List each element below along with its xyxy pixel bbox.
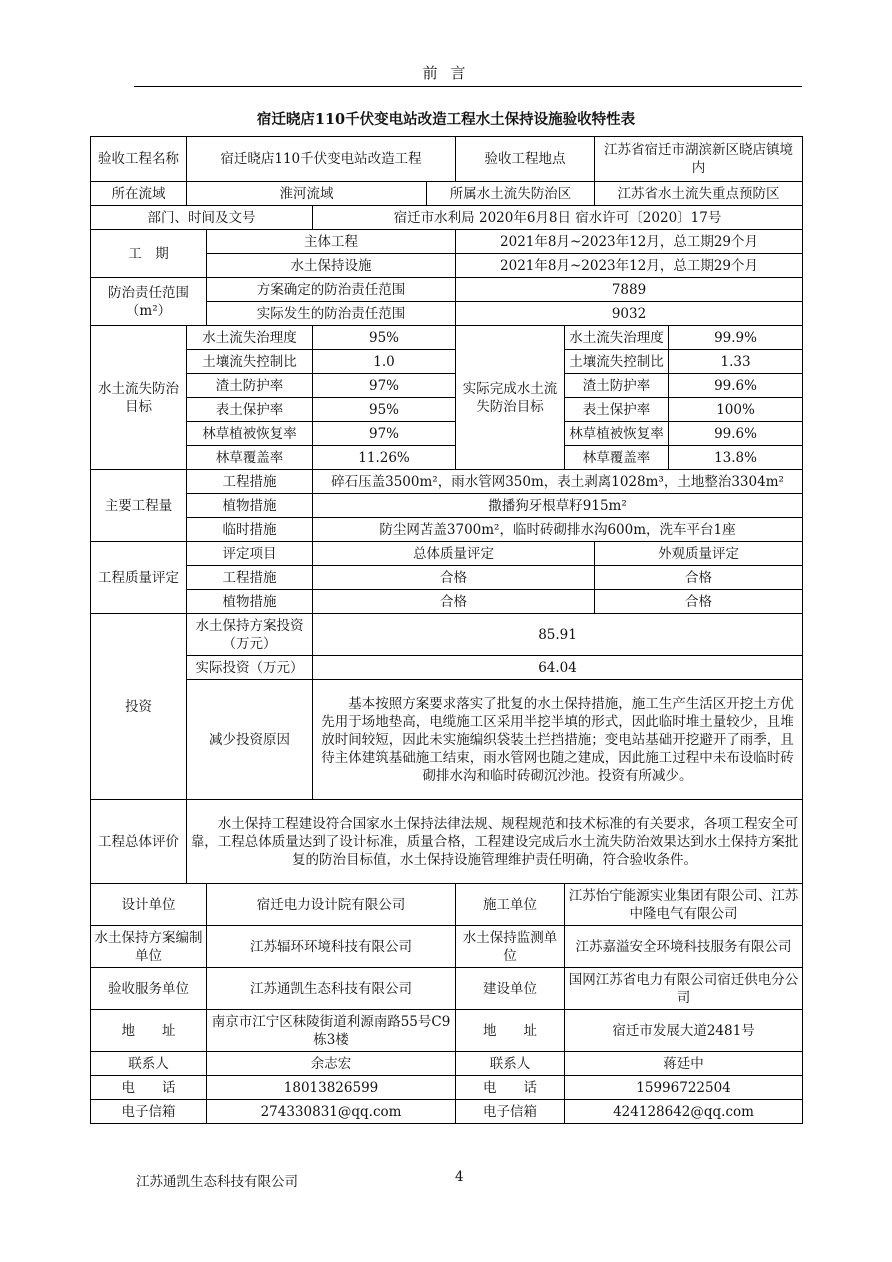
cell-label: 部门、时间及文号 (91, 206, 313, 230)
page-header: 前 言 (422, 64, 470, 82)
cell-label: 投资 (91, 614, 187, 800)
cell-label: 主体工程 (207, 230, 456, 254)
evaluation-paragraph: 水土保持工程建设符合国家水土保持法律法规、规程规范和技术标准的有关要求，各项工程安全可靠，工程总体质量达到了设计标准，质量合格，工程建设完成后水土流失防治效果达到水土保持方案批复的防治目标值，水土保持设施管理维护责任明确，符合验收条件。 (187, 800, 803, 884)
table-row (91, 1076, 803, 1100)
works-name: 工程措施 (187, 470, 313, 494)
table-row (91, 374, 803, 398)
cell-value: 2021年8月~2023年12月，总工期29个月 (456, 230, 803, 254)
table-row (91, 206, 803, 230)
table-row (91, 137, 803, 182)
table-row (91, 470, 803, 494)
target-value: 11.26% (313, 446, 456, 470)
cell-value: 宿迁晓店110千伏变电站改造工程 (187, 137, 456, 182)
quality-item: 植物措施 (187, 590, 313, 614)
column-header: 评定项目 (187, 542, 313, 566)
cell-value: 424128642@qq.com (565, 1100, 803, 1124)
table-row (91, 542, 803, 566)
footer-company: 江苏通凯生态科技有限公司 (136, 1174, 298, 1190)
cell-value: 7889 (456, 278, 803, 302)
cell-label: 工程总体评价 (91, 800, 187, 884)
table-row (91, 494, 803, 518)
cell-label: 实际发生的防治责任范围 (207, 302, 456, 326)
works-value: 防尘网苫盖3700m²，临时砖砌排水沟600m，洗车平台1座 (313, 518, 803, 542)
quality-appearance: 合格 (595, 566, 803, 590)
table-row (91, 182, 803, 206)
cell-label: 电 话 (91, 1076, 207, 1100)
table-row (91, 590, 803, 614)
cell-label: 联系人 (456, 1052, 565, 1076)
cell-label: 方案确定的防治责任范围 (207, 278, 456, 302)
target-name: 渣土防护率 (187, 374, 313, 398)
actual-value: 99.9% (669, 326, 803, 350)
cell-label: 实际投资（万元） (187, 656, 313, 680)
table-row (91, 656, 803, 680)
cell-value: 国网江苏省电力有限公司宿迁供电分公司 (565, 968, 803, 1010)
cell-value: 蒋廷中 (565, 1052, 803, 1076)
cell-value: 江苏辐环环境科技有限公司 (207, 926, 456, 968)
table-row (91, 230, 803, 254)
works-value: 撒播狗牙根草籽915m² (313, 494, 803, 518)
table-row (91, 326, 803, 350)
cell-value: 2021年8月~2023年12月，总工期29个月 (456, 254, 803, 278)
page-number: 4 (455, 1169, 464, 1185)
table-row (91, 398, 803, 422)
target-name: 水土流失治理度 (187, 326, 313, 350)
target-name: 林草植被恢复率 (187, 422, 313, 446)
cell-label: 施工单位 (456, 884, 565, 926)
cell-label: 电 话 (456, 1076, 565, 1100)
column-header: 外观质量评定 (595, 542, 803, 566)
works-name: 临时措施 (187, 518, 313, 542)
table-row (91, 926, 803, 968)
cell-label (91, 278, 207, 326)
cell-label: 减少投资原因 (187, 680, 313, 800)
works-name: 植物措施 (187, 494, 313, 518)
actual-value: 100% (669, 398, 803, 422)
cell-value: 江苏省宿迁市湖滨新区晓店镇境内 (595, 137, 803, 182)
cell-value: 南京市江宁区秣陵街道利源南路55号C9栋3楼 (207, 1010, 456, 1052)
table-row (91, 1010, 803, 1052)
header-rule (134, 86, 802, 87)
actual-value: 99.6% (669, 374, 803, 398)
quality-overall: 合格 (313, 590, 595, 614)
table-row (91, 800, 803, 884)
acceptance-characteristics-table (90, 136, 803, 1124)
cell-label: 联系人 (91, 1052, 207, 1076)
cell-label: 主要工程量 (91, 470, 187, 542)
cell-value: 余志宏 (207, 1052, 456, 1076)
cell-label: 水土保持监测单位 (456, 926, 565, 968)
cell-label: 实际完成水土流失防治目标 (456, 326, 565, 470)
target-name: 表土保护率 (187, 398, 313, 422)
cell-label: 所在流域 (91, 182, 187, 206)
cell-label: 地 址 (456, 1010, 565, 1052)
target-name: 林草覆盖率 (187, 446, 313, 470)
cell-value: 淮河流域 (187, 182, 427, 206)
table-row (91, 422, 803, 446)
cell-label: 水土流失防治目标 (91, 326, 187, 470)
cell-value: 15996722504 (565, 1076, 803, 1100)
actual-name: 土壤流失控制比 (565, 350, 669, 374)
cell-value: 18013826599 (207, 1076, 456, 1100)
cell-value: 江苏嘉溢安全环境科技服务有限公司 (565, 926, 803, 968)
works-value: 碎石压盖3500m²，雨水管网350m，表土剥离1028m³，土地整治3304m² (313, 470, 803, 494)
table-row (91, 518, 803, 542)
cell-value: 宿迁市发展大道2481号 (565, 1010, 803, 1052)
cell-label: 电子信箱 (91, 1100, 207, 1124)
table-row (91, 446, 803, 470)
actual-name: 表土保护率 (565, 398, 669, 422)
cell-label: 验收工程地点 (456, 137, 595, 182)
table-row (91, 614, 803, 656)
target-value: 97% (313, 374, 456, 398)
cell-value: 江苏通凯生态科技有限公司 (207, 968, 456, 1010)
table-row (91, 350, 803, 374)
actual-name: 林草植被恢复率 (565, 422, 669, 446)
cell-label: 建设单位 (456, 968, 565, 1010)
cell-value: 85.91 (313, 614, 803, 656)
table-row (91, 680, 803, 800)
cell-value: 9032 (456, 302, 803, 326)
scope-label: 防治责任范围 (108, 284, 189, 301)
actual-name: 渣土防护率 (565, 374, 669, 398)
cell-value: 宿迁市水利局 2020年6月8日 宿水许可〔2020〕17号 (313, 206, 803, 230)
target-value: 95% (313, 326, 456, 350)
scope-unit: （m²） (125, 302, 172, 319)
cell-label: 设计单位 (91, 884, 207, 926)
reason-paragraph: 基本按照方案要求落实了批复的水土保持措施，施工生产生活区开挖土方优先用于场地垫高，电缆施工区采用半挖半填的形式，因此临时堆土量较少，且堆放时间较短，因此未实施编织袋装土拦挡措施；变电站基础开挖避开了雨季，且待主体建筑基础施工结束，雨水管网也随之建成，因此施工过程中未布设临时砖砌排水沟和临时砖砌沉沙池。投资有所减少。 (313, 680, 803, 800)
cell-value: 江苏省水土流失重点预防区 (595, 182, 803, 206)
cell-value: 274330831@qq.com (207, 1100, 456, 1124)
target-name: 土壤流失控制比 (187, 350, 313, 374)
cell-label: 水土保持方案投资（万元） (187, 614, 313, 656)
table-row (91, 968, 803, 1010)
column-header: 总体质量评定 (313, 542, 595, 566)
table-row (91, 1100, 803, 1124)
cell-label: 水土保持设施 (207, 254, 456, 278)
cell-label: 工 期 (91, 230, 207, 278)
actual-name: 水土流失治理度 (565, 326, 669, 350)
cell-label: 工程质量评定 (91, 542, 187, 614)
actual-value: 99.6% (669, 422, 803, 446)
cell-label: 电子信箱 (456, 1100, 565, 1124)
quality-item: 工程措施 (187, 566, 313, 590)
target-value: 95% (313, 398, 456, 422)
table-row (91, 566, 803, 590)
cell-label: 地 址 (91, 1010, 207, 1052)
cell-value: 64.04 (313, 656, 803, 680)
quality-appearance: 合格 (595, 590, 803, 614)
cell-value: 江苏怡宁能源实业集团有限公司、江苏中隆电气有限公司 (565, 884, 803, 926)
table-row (91, 278, 803, 302)
actual-value: 13.8% (669, 446, 803, 470)
target-value: 1.0 (313, 350, 456, 374)
target-value: 97% (313, 422, 456, 446)
actual-name: 林草覆盖率 (565, 446, 669, 470)
table-row (91, 1052, 803, 1076)
cell-value: 宿迁电力设计院有限公司 (207, 884, 456, 926)
cell-label: 所属水土流失防治区 (427, 182, 595, 206)
actual-value: 1.33 (669, 350, 803, 374)
table-title: 宿迁晓店110千伏变电站改造工程水土保持设施验收特性表 (256, 111, 636, 128)
cell-label: 验收服务单位 (91, 968, 207, 1010)
cell-label: 验收工程名称 (91, 137, 187, 182)
quality-overall: 合格 (313, 566, 595, 590)
cell-label: 水土保持方案编制单位 (91, 926, 207, 968)
table-row (91, 884, 803, 926)
